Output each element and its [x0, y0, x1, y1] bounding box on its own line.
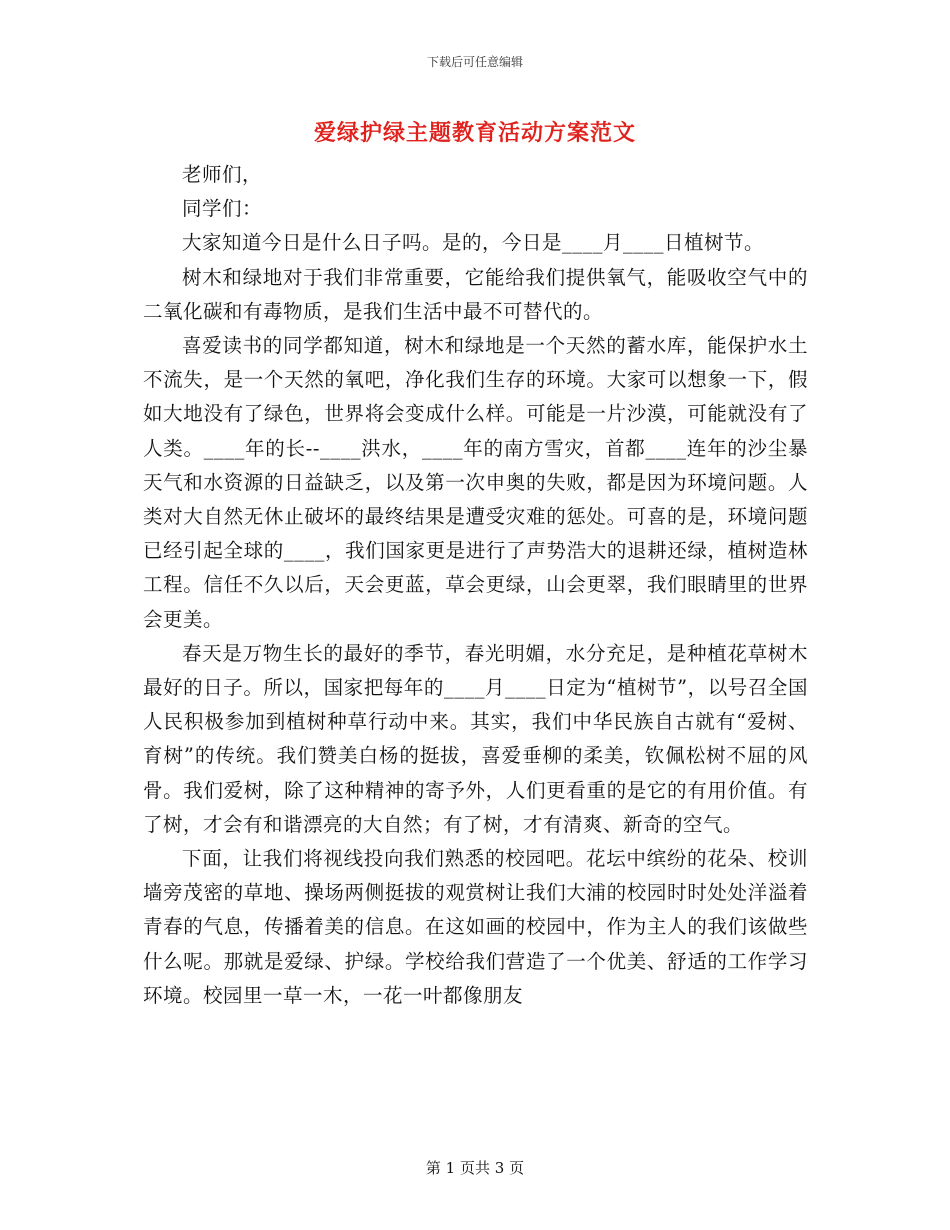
document-title: 爱绿护绿主题教育活动方案范文 [313, 120, 636, 146]
paragraph-campus: 下面，让我们将视线投向我们熟悉的校园吧。花坛中缤纷的花朵、校训墙旁茂密的草地、操场两侧挺拔的观赏树让我们大浦的校园时时处处洋溢着青春的气息，传播着美的信息。在这如画的校园中，作为主人的我们该做些什么呢。那就是爱绿、护绿。学校给我们营造了一个优美、舒适的工作学习环境。校园里一草一木，一花一叶都像朋友 [143, 847, 808, 1007]
paragraph-intro: 大家知道今日是什么日子吗。是的，今日是____月____日植树节。 [182, 231, 765, 255]
salutation-teachers: 老师们， [182, 163, 263, 186]
paragraph-trees-importance: 树木和绿地对于我们非常重要，它能给我们提供氧气，能吸收空气中的二氧化碳和有毒物质，是我们生活中最不可替代的。 [143, 265, 808, 323]
paragraph-environment: 喜爱读书的同学都知道，树木和绿地是一个天然的蓄水库，能保护水土不流失，是一个天然的氧吧，净化我们生存的环境。大家可以想象一下，假如大地没有了绿色，世界将会变成什么样。可能是一片沙漠，可能就没有了人类。____年的长--____洪水，____年的南方雪灾，首都____连年的沙尘暴天气和水资源的日益缺乏，以及第一次申奥的失败，都是因为环境问题。人类对大自然无休止破坏的最终结果是遭受灾难的惩处。可喜的是，环境问题已经引起全球的____，我们国家更是进行了声势浩大的退耕还绿，植树造林工程。信任不久以后，天会更蓝，草会更绿，山会更翠，我们眼睛里的世界会更美。 [143, 334, 808, 631]
header-note: 下载后可任意编辑 [426, 55, 523, 69]
salutation-students: 同学们： [182, 197, 263, 221]
document-body [143, 158, 808, 1013]
page-number: 第 1 页共 3 页 [425, 1159, 525, 1177]
paragraph-spring: 春天是万物生长的最好的季节，春光明媚，水分充足，是种植花草树木最好的日子。所以，国家把每年的____月____日定为“植树节”，以号召全国人民积极参加到植树种草行动中来。其实，我们中华民族自古就有“爱树、育树”的传统。我们赞美白杨的挺拔，喜爱垂柳的柔美，钦佩松树不屈的风骨。我们爱树，除了这种精神的寄予外，人们更看重的是它的有用价值。有了树，才会有和谐漂亮的大自然；有了树，才有清爽、新奇的空气。 [143, 641, 808, 836]
